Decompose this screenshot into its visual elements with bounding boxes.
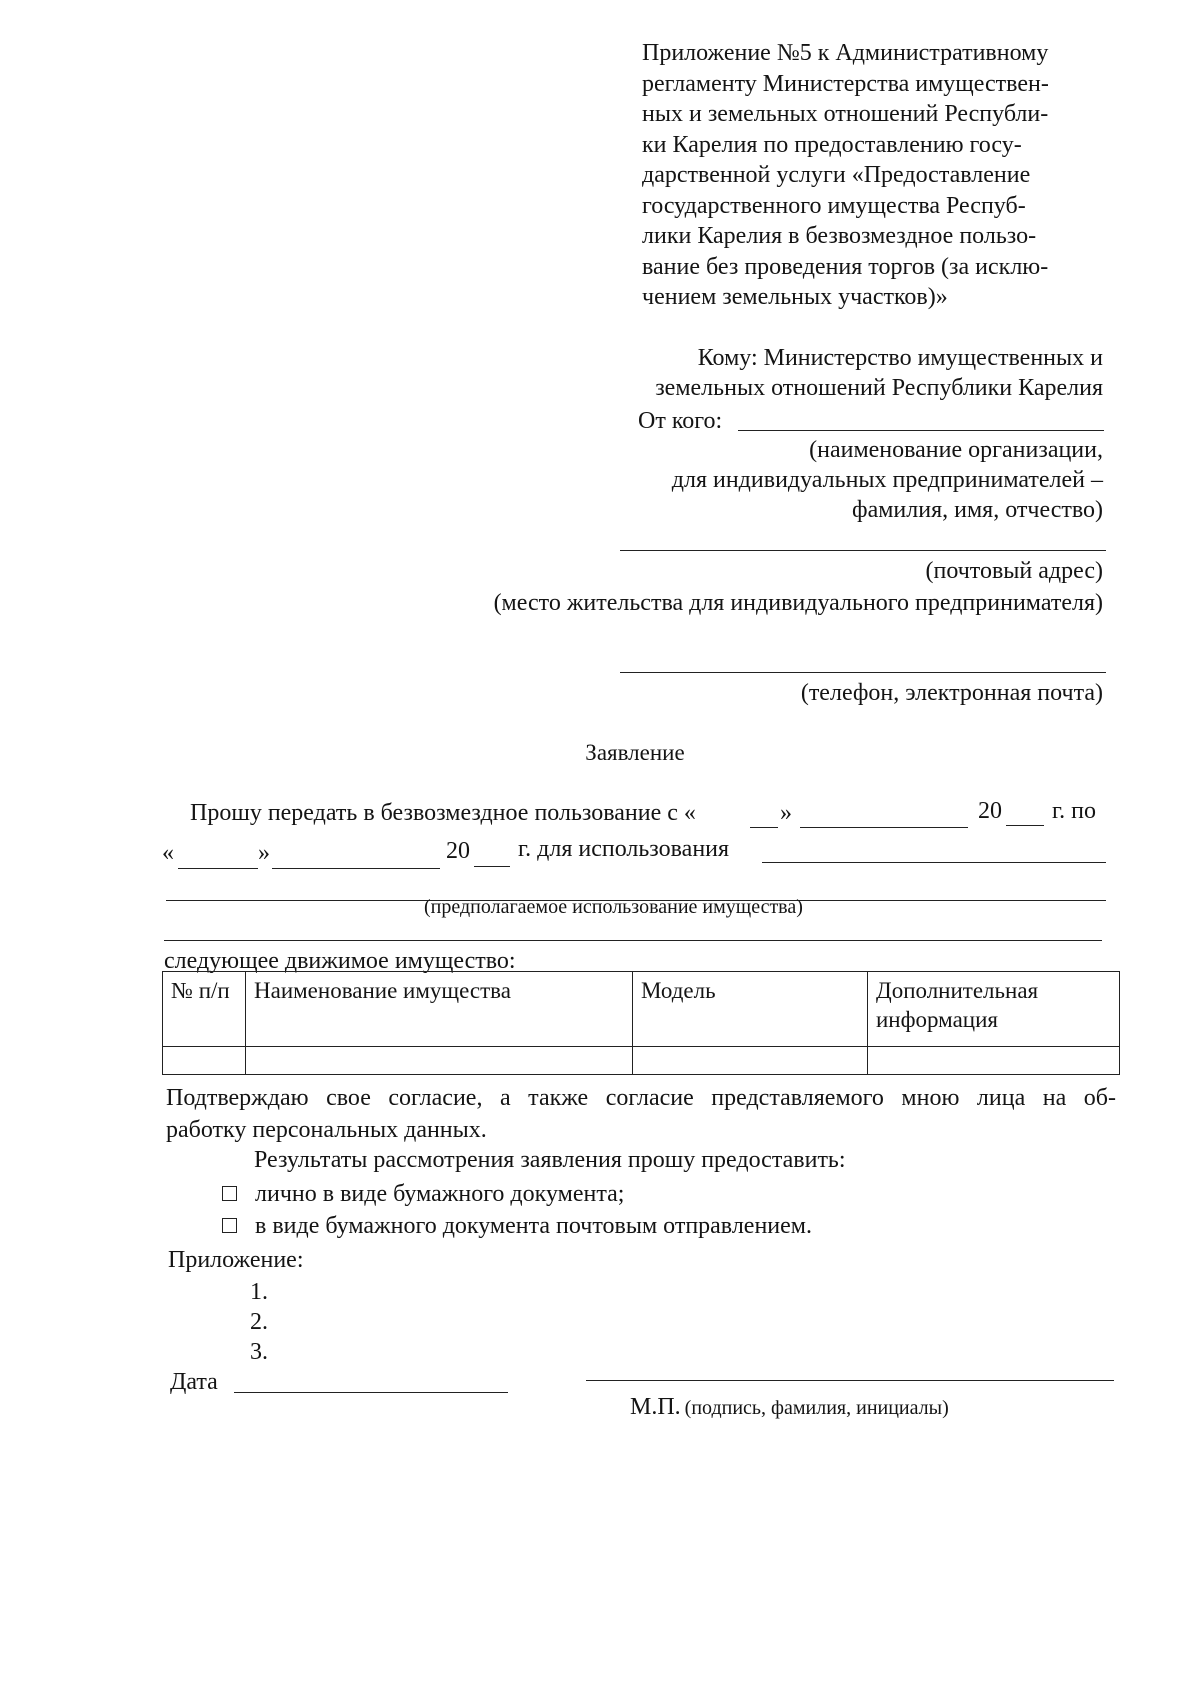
annex-line: вание без проведения торгов (за исклю- (642, 253, 1049, 280)
contact-field[interactable] (620, 672, 1106, 673)
option-label: лично в виде бумажного документа; (255, 1181, 625, 1207)
from-label: От кого: (638, 408, 723, 434)
residence-hint: (место жительства для индивидуального предпринимателя) (493, 590, 1103, 616)
request-line-1-start: Прошу передать в безвозмездное пользование с « (190, 800, 696, 826)
end-year-field[interactable] (474, 866, 510, 867)
annex-line: государственного имущества Респуб- (642, 192, 1026, 219)
date-label: Дата (170, 1369, 218, 1395)
from-hint: для индивидуальных предпринимателей – (671, 467, 1103, 493)
signature-hint: (подпись, фамилия, инициалы) (684, 1397, 949, 1419)
consent-line-2: работку персональных данных. (166, 1117, 487, 1143)
from-field[interactable] (738, 430, 1104, 431)
checkbox-in-person[interactable] (222, 1186, 237, 1201)
request-line-1-year: 20 (978, 798, 1002, 824)
request-line-1-end: г. по (1052, 798, 1096, 824)
option-label: в виде бумажного документа почтовым отправлением. (255, 1213, 812, 1239)
from-hint: фамилия, имя, отчество) (852, 497, 1103, 523)
annex-line: ных и земельных отношений Республи- (642, 101, 1049, 127)
start-day-field[interactable] (750, 827, 778, 828)
page-title: Заявление (585, 740, 685, 765)
postal-address-field[interactable] (620, 550, 1106, 551)
request-line-1-quote: » (780, 800, 792, 826)
table-header-row (163, 972, 1120, 1047)
header-name: Наименование имущества (246, 972, 633, 1047)
attachment-item: 3. (250, 1339, 268, 1365)
stamp-label: М.П. (630, 1394, 681, 1420)
attachment-item: 2. (250, 1309, 268, 1335)
property-table (162, 971, 1120, 1075)
annex-line: чением земельных участков)» (642, 284, 948, 310)
attachment-item: 1. (250, 1279, 268, 1305)
header-info: Дополнительная информация (868, 972, 1120, 1047)
request-line-2-open: « (162, 840, 174, 866)
addressee-to-line1: Кому: Министерство имущественных и (697, 345, 1103, 371)
attachments-label: Приложение: (168, 1247, 304, 1273)
end-month-field[interactable] (272, 868, 440, 869)
signature-field[interactable] (586, 1380, 1114, 1381)
from-hint: (наименование организации, (809, 437, 1103, 463)
annex-line: лики Карелия в безвозмездное пользо- (642, 223, 1037, 249)
start-year-field[interactable] (1006, 825, 1044, 826)
option-by-mail[interactable] (222, 1210, 812, 1242)
annex-line: ки Карелия по предоставлению госу- (642, 131, 1022, 158)
annex-header (642, 38, 1102, 313)
annex-line: Приложение №5 к Административному (642, 40, 1049, 66)
annex-line: дарственной услуги «Предоставление (642, 162, 1031, 188)
signature-caption (630, 1394, 949, 1421)
property-list-intro: следующее движимое имущество: (164, 948, 516, 974)
postal-address-hint: (почтовый адрес) (925, 558, 1103, 584)
usage-field-cont[interactable] (164, 940, 1102, 941)
header-number: № п/п (163, 972, 246, 1047)
checkbox-by-mail[interactable] (222, 1218, 237, 1233)
consent-line-1: Подтверждаю свое согласие, а также согласие представляемого мною лица на об- (166, 1085, 1116, 1111)
usage-hint: (предполагаемое использование имущества) (424, 896, 803, 918)
table-row (163, 1047, 1120, 1075)
header-model: Модель (633, 972, 868, 1047)
cell-model[interactable] (633, 1047, 868, 1075)
request-line-2-year: 20 (446, 838, 470, 864)
results-intro: Результаты рассмотрения заявления прошу предоставить: (254, 1147, 846, 1173)
contact-hint: (телефон, электронная почта) (800, 680, 1103, 706)
addressee-to-line2: земельных отношений Республики Карелия (655, 375, 1103, 401)
usage-field[interactable] (762, 862, 1106, 863)
cell-info[interactable] (868, 1047, 1120, 1075)
end-day-field[interactable] (178, 868, 258, 869)
cell-number[interactable] (163, 1047, 246, 1075)
date-field[interactable] (234, 1392, 508, 1393)
request-line-2-end: г. для использования (518, 836, 730, 862)
annex-line: регламенту Министерства имуществен- (642, 70, 1049, 97)
option-in-person[interactable] (222, 1178, 624, 1210)
cell-name[interactable] (246, 1047, 633, 1075)
start-month-field[interactable] (800, 827, 968, 828)
request-line-2-quote: » (258, 840, 270, 866)
